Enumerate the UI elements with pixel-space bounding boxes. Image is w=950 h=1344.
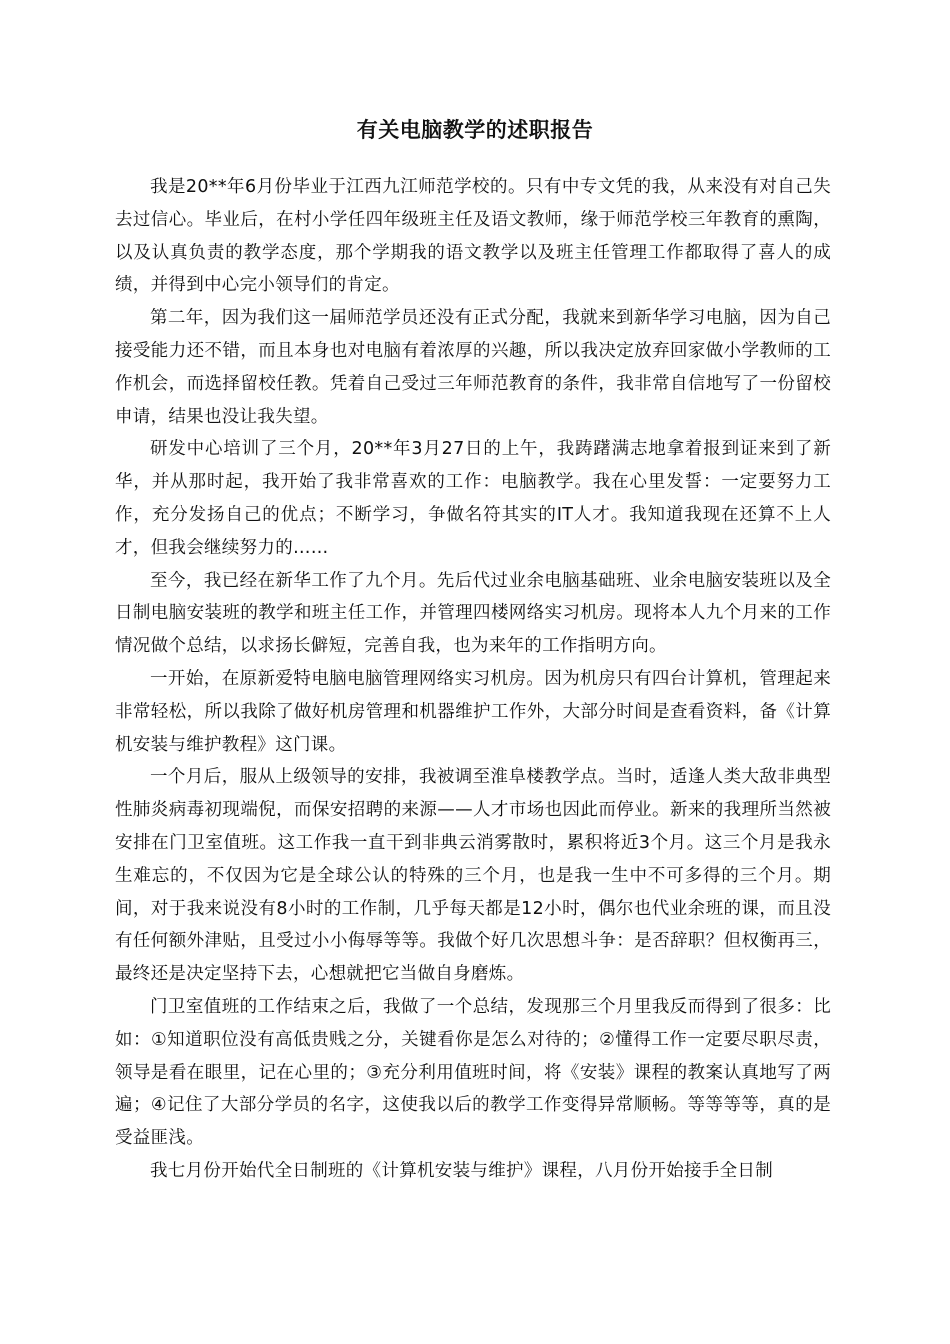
paragraph-8: 我七月份开始代全日制班的《计算机安装与维护》课程，八月份开始接手全日制 [150,1160,773,1181]
paragraph-3: 研发中心培训了三个月，20**年3月27日的上午，我踌躇满志地拿着报到证来到了新华，并从那时起，我开始了我非常喜欢的工作：电脑教学。我在心里发誓：一定要努力工作，充分发扬自己的优点；不断学习，争做名符其实的IT人才。我知道我现在还算不上人才，但我会继续努力的…… [115,439,831,558]
paragraph-5: 一开始，在原新爱特电脑电脑管理网络实习机房。因为机房只有四台计算机，管理起来非常轻松，所以我除了做好机房管理和机器维护工作外，大部分时间是查看资料，备《计算机安装与维护教程》这门课。 [115,668,831,755]
paragraph-7: 门卫室值班的工作结束之后，我做了一个总结，发现那三个月里我反而得到了很多：比如：①知道职位没有高低贵贱之分，关键看你是怎么对待的；②懂得工作一定要尽职尽责，领导是看在眼里，记在心里的；③充分利用值班时间，将《安装》课程的教案认真地写了两遍；④记住了大部分学员的名字，这使我以后的教学工作变得异常顺畅。等等等等，真的是受益匪浅。 [115,996,831,1149]
paragraph-2: 第二年，因为我们这一届师范学员还没有正式分配，我就来到新华学习电脑，因为自己接受能力还不错，而且本身也对电脑有着浓厚的兴趣，所以我决定放弃回家做小学教师的工作机会，而选择留校任教。凭着自己受过三年师范教育的条件，我非常自信地写了一份留校申请，结果也没让我失望。 [115,308,831,427]
paragraph-4: 至今，我已经在新华工作了九个月。先后代过业余电脑基础班、业余电脑安装班以及全日制电脑安装班的教学和班主任工作，并管理四楼网络实习机房。现将本人九个月来的工作情况做个总结，以求扬长僻短，完善自我，也为来年的工作指明方向。 [115,570,831,657]
paragraph-1: 我是20**年6月份毕业于江西九江师范学校的。只有中专文凭的我，从来没有对自己失去过信心。毕业后，在村小学任四年级班主任及语文教师，缘于师范学校三年教育的熏陶，以及认真负责的教学态度，那个学期我的语文教学以及班主任管理工作都取得了喜人的成绩，并得到中心完小领导们的肯定。 [115,177,831,296]
paragraph-6: 一个月后，服从上级领导的安排，我被调至淮阜楼教学点。当时，适逢人类大敌非典型性肺炎病毒初现端倪，而保安招聘的来源——人才市场也因此而停业。新来的我理所当然被安排在门卫室值班。这工作我一直干到非典云消雾散时，累积将近3个月。这三个月是我永生难忘的，不仅因为它是全球公认的特殊的三个月，也是我一生中不可多得的三个月。期间，对于我来说没有8小时的工作制，几乎每天都是12小时，偶尔也代业余班的课，而且没有任何额外津贴，且受过小小侮辱等等。我做个好几次思想斗争：是否辞职？但权衡再三，最终还是决定坚持下去，心想就把它当做自身磨炼。 [115,767,831,985]
document-body [115,171,831,1188]
document-title: 有关电脑教学的述职报告 [356,118,594,142]
